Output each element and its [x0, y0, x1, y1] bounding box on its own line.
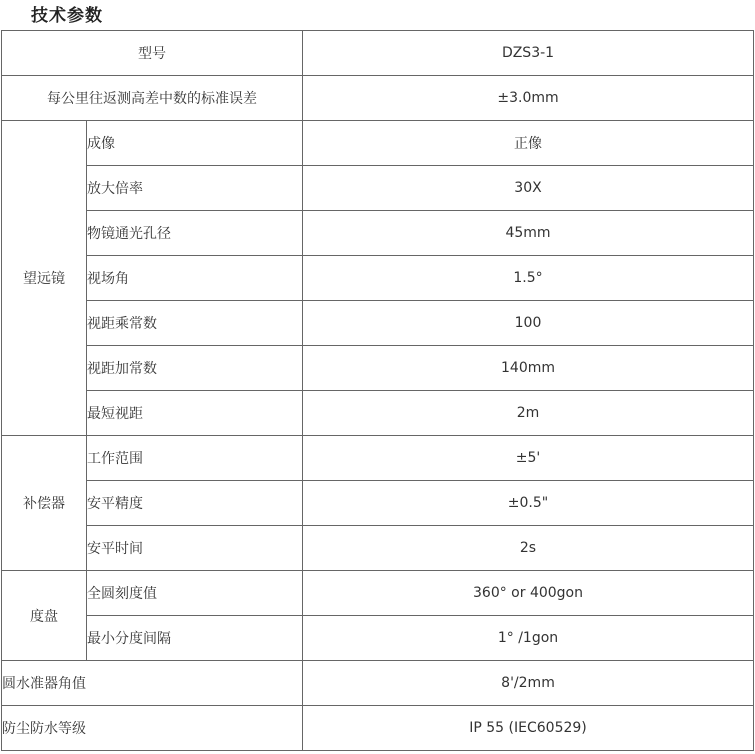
label-cell: 安平精度 [87, 481, 303, 526]
table-row-model [2, 31, 754, 76]
label-cell: 成像 [87, 121, 303, 166]
value-cell: IP 55 (IEC60529) [303, 706, 754, 751]
group-cell-telescope: 望远镜 [2, 121, 87, 436]
value-cell: 360° or 400gon [303, 571, 754, 616]
page-title: 技术参数 [31, 6, 103, 26]
value-cell: 2m [303, 391, 754, 436]
value-cell: 30X [303, 166, 754, 211]
table-row [2, 256, 754, 301]
label-cell: 每公里往返测高差中数的标准误差 [2, 76, 303, 121]
table-row [2, 346, 754, 391]
label-cell: 放大倍率 [87, 166, 303, 211]
label-cell: 物镜通光孔径 [87, 211, 303, 256]
value-cell: 140mm [303, 346, 754, 391]
table-row [2, 391, 754, 436]
value-cell: 1° /1gon [303, 616, 754, 661]
value-cell: 1.5° [303, 256, 754, 301]
table-row [2, 166, 754, 211]
value-cell: DZS3-1 [303, 31, 754, 76]
label-cell: 最小分度间隔 [87, 616, 303, 661]
label-cell: 视场角 [87, 256, 303, 301]
table-row [2, 436, 754, 481]
table-row [2, 481, 754, 526]
value-cell: ±0.5" [303, 481, 754, 526]
table-row [2, 526, 754, 571]
table-row [2, 121, 754, 166]
group-cell-dial: 度盘 [2, 571, 87, 661]
table-row-level-vial [2, 661, 754, 706]
table-row-protection [2, 706, 754, 751]
label-cell: 全圆刻度值 [87, 571, 303, 616]
label-cell: 最短视距 [87, 391, 303, 436]
label-cell: 型号 [2, 31, 303, 76]
label-cell: 视距乘常数 [87, 301, 303, 346]
table-row [2, 571, 754, 616]
label-cell: 安平时间 [87, 526, 303, 571]
value-cell: 45mm [303, 211, 754, 256]
value-cell: ±5' [303, 436, 754, 481]
label-cell: 工作范围 [87, 436, 303, 481]
value-cell: ±3.0mm [303, 76, 754, 121]
value-cell: 2s [303, 526, 754, 571]
value-cell: 正像 [303, 121, 754, 166]
table-row [2, 211, 754, 256]
label-cell: 视距加常数 [87, 346, 303, 391]
table-row [2, 616, 754, 661]
label-cell: 防尘防水等级 [2, 706, 303, 751]
value-cell: 8'/2mm [303, 661, 754, 706]
table-row [2, 301, 754, 346]
label-cell: 圆水准器角值 [2, 661, 303, 706]
group-cell-compensator: 补偿器 [2, 436, 87, 571]
value-cell: 100 [303, 301, 754, 346]
table-row-accuracy [2, 76, 754, 121]
spec-table [1, 30, 754, 751]
